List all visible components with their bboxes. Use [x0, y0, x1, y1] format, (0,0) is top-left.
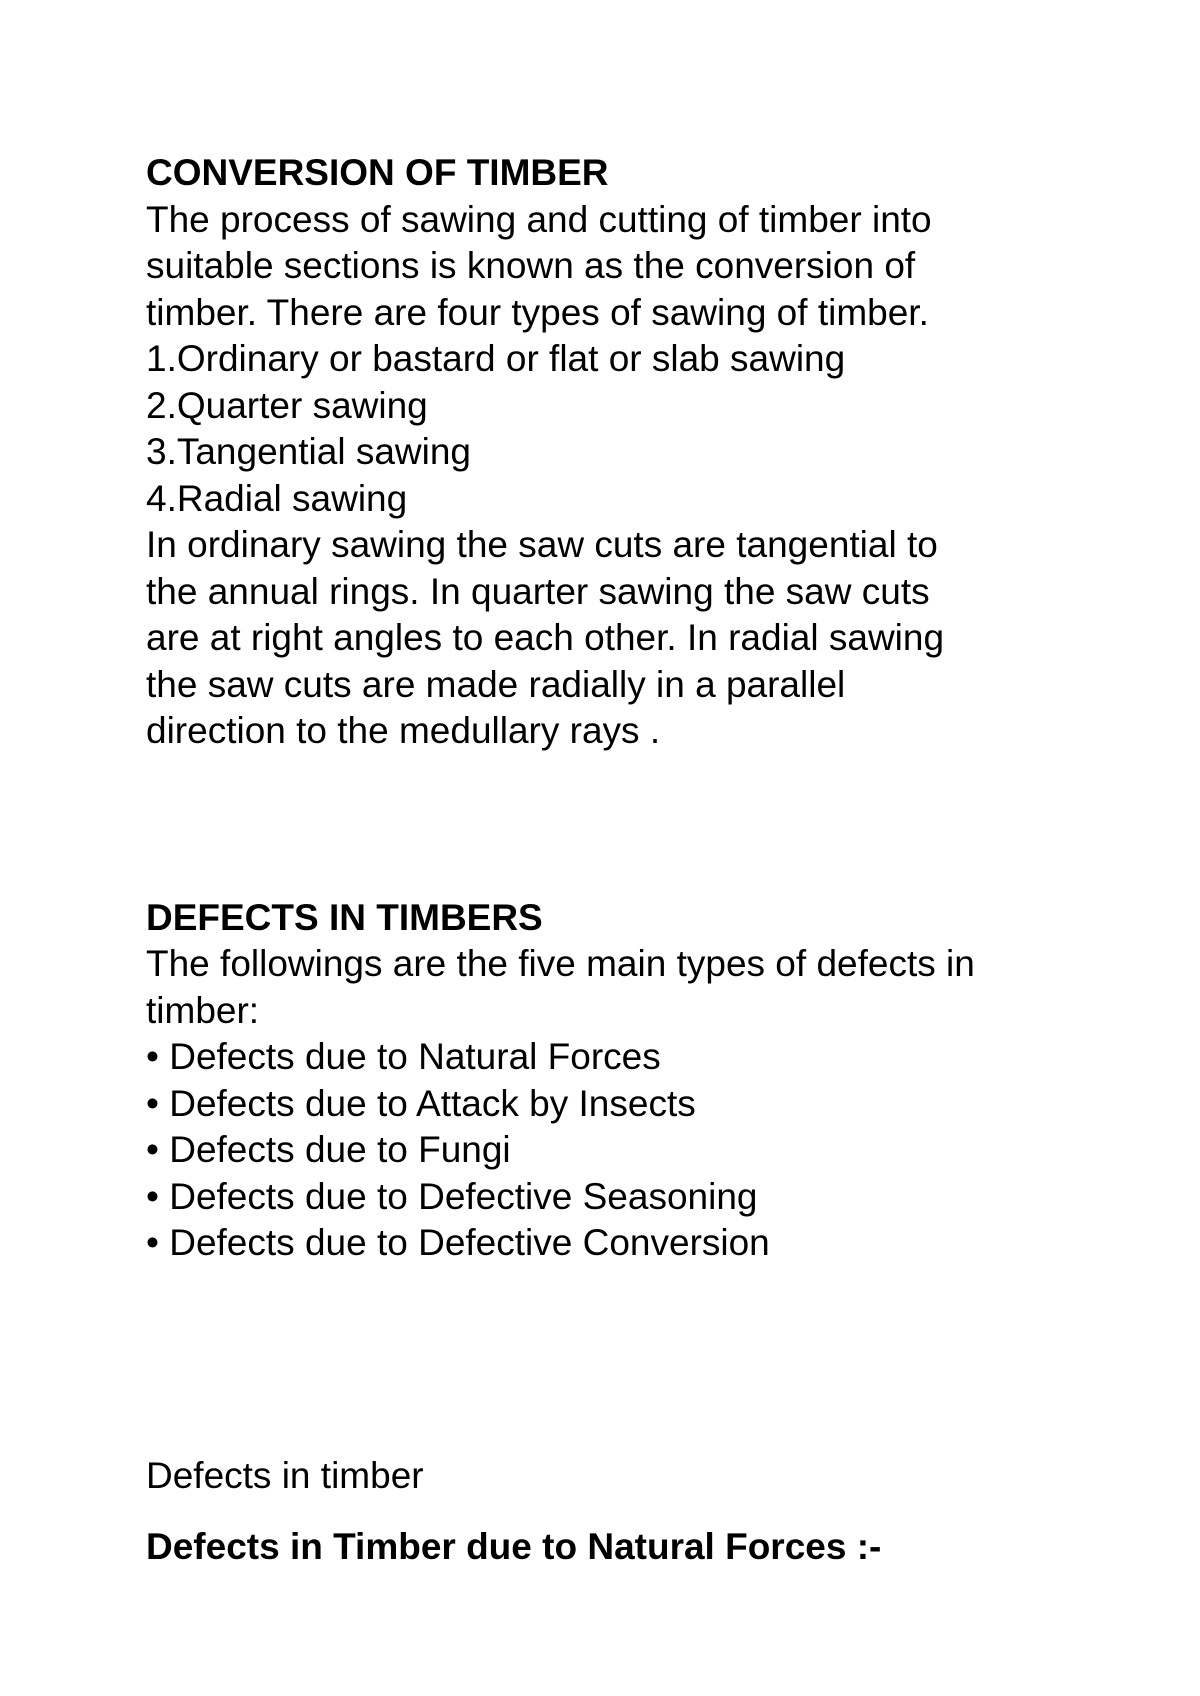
paragraph-line: timber. There are four types of sawing of timber.: [146, 291, 929, 333]
paragraph-line: are at right angles to each other. In radial sawing: [146, 617, 945, 658]
spacer: [146, 755, 1146, 895]
bullet-item: • Defects due to Fungi: [146, 1129, 511, 1170]
conversion-intro: [146, 197, 1146, 337]
section-heading-defects: DEFECTS IN TIMBERS: [146, 896, 543, 938]
paragraph-line: In ordinary sawing the saw cuts are tangential to: [146, 524, 938, 565]
section-heading-conversion: CONVERSION OF TIMBER: [146, 152, 609, 193]
subsection-heading-natural-forces: Defects in Timber due to Natural Forces :-: [146, 1526, 882, 1567]
paragraph-line: the saw cuts are made radially in a parallel: [146, 663, 846, 705]
paragraph-line: The process of sawing and cutting of timber into: [146, 198, 932, 240]
paragraph-line: the annual rings. In quarter sawing the saw cuts: [146, 570, 930, 612]
sawing-description: [146, 522, 1146, 755]
sawing-types-list: [146, 336, 1146, 522]
paragraph-line: timber:: [146, 989, 260, 1031]
document-page: [146, 150, 1146, 1571]
bullet-item: • Defects due to Attack by Insects: [146, 1082, 696, 1124]
paragraph-line: suitable sections is known as the conversion of: [146, 245, 916, 286]
bullet-item: • Defects due to Defective Conversion: [146, 1222, 770, 1263]
caption-text: Defects in timber: [146, 1454, 424, 1496]
list-item: 3.Tangential sawing: [146, 431, 471, 472]
bullet-item: • Defects due to Natural Forces: [146, 1036, 661, 1077]
list-item: 2.Quarter sawing: [146, 384, 428, 426]
defects-intro: [146, 941, 1146, 1034]
list-item: 4.Radial sawing: [146, 477, 408, 519]
paragraph-line: direction to the medullary rays .: [146, 710, 661, 751]
spacer: [146, 1499, 1146, 1524]
bullet-item: • Defects due to Defective Seasoning: [146, 1175, 758, 1217]
defects-bullet-list: [146, 1034, 1146, 1267]
spacer: [146, 1267, 1146, 1453]
paragraph-line: The followings are the five main types of defects in: [146, 943, 975, 984]
list-item: 1.Ordinary or bastard or flat or slab sawing: [146, 338, 846, 379]
